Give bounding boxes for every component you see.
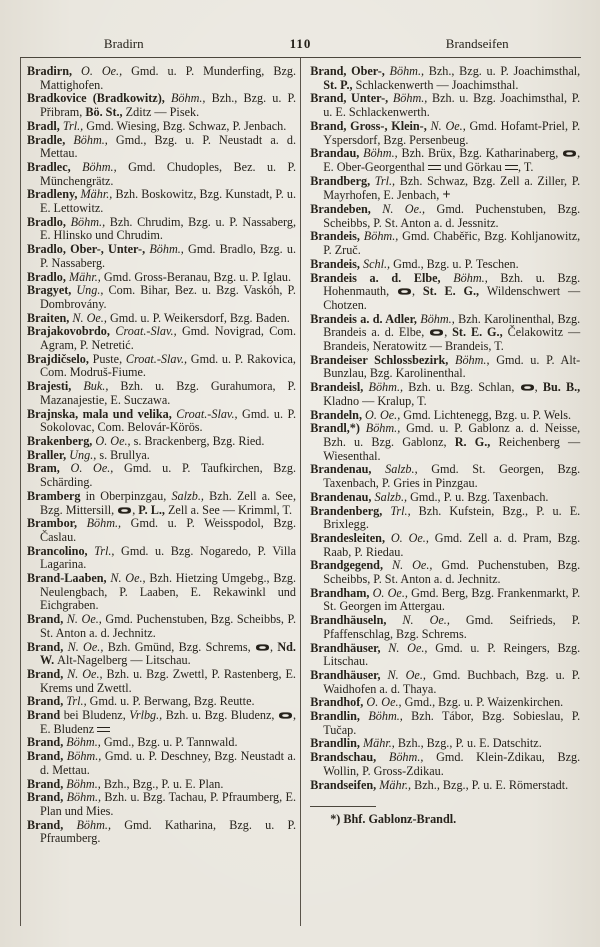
entry-detail-text: Gmd. u. P. Weisspodol, Bzg. Časlau. <box>40 516 297 544</box>
entry-headword: Brancolino, <box>27 543 95 558</box>
entry-detail-text: Bzh. Karolinenthal, Bzg. Brandeis a. d. Elbe, <box>323 311 581 340</box>
entry-headword: Bradleny, <box>27 187 81 202</box>
double-bar-icon <box>505 165 518 170</box>
gazetteer-entry <box>310 230 580 257</box>
entry-region-abbrev: O. Oe., <box>81 64 132 78</box>
entry-detail-text: Gmd., Bzg. u. P. Waizenkirchen. <box>404 695 564 710</box>
entry-region-abbrev: Ung., <box>76 283 109 298</box>
entry-headword: Brandau, <box>310 146 364 161</box>
entry-region-abbrev: Salzb., <box>171 488 210 503</box>
gazetteer-entry <box>310 120 580 147</box>
footnote-rule <box>310 806 376 807</box>
entry-headword: Bradle, <box>27 132 74 147</box>
entry-region-abbrev: N. Oe., <box>387 667 433 682</box>
entry-headword: P. L., <box>138 502 168 517</box>
gazetteer-entry <box>310 381 580 408</box>
entry-detail-text: Bzh. u. Bzg. Schlan, <box>408 380 520 395</box>
entry-detail-text: Com. Bihar, Bez. u. Bzg. Vaskóh, P. Dombrovány. <box>40 283 296 311</box>
entry-headword: Brandeiser Schlossbezirk, <box>310 352 455 367</box>
entry-detail-text: Gmd. Klein-Zdikau, Bzg. Wollin, P. Gross-Zdikau. <box>323 750 581 778</box>
entry-region-abbrev: Böhm., <box>170 91 212 106</box>
entry-region-abbrev: N. Oe., <box>110 571 150 586</box>
entry-region-abbrev: Böhm., <box>73 132 116 147</box>
entry-region-abbrev: Schl., <box>363 256 394 271</box>
gazetteer-entry <box>310 669 580 696</box>
entry-headword: Brandhäuser, <box>310 667 388 682</box>
entry-region-abbrev: Böhm., <box>365 421 407 436</box>
running-header <box>20 0 581 57</box>
entry-headword: Bradlo, <box>27 214 71 229</box>
post-horn-icon <box>117 503 132 517</box>
entry-headword: Brandham, <box>310 585 373 600</box>
gazetteer-entry <box>310 65 580 92</box>
entry-detail-text: Wildenschwert — Chotzen. <box>323 284 581 312</box>
gazetteer-entry <box>27 92 296 119</box>
entry-headword: Brambor, <box>27 516 87 531</box>
entry-region-abbrev: Mähr., <box>379 777 415 792</box>
entry-detail-text: , E. Ober-Georgenthal <box>323 146 581 174</box>
gazetteer-entry <box>27 435 296 449</box>
entry-headword: Braller, <box>27 447 70 462</box>
entry-headword: Bö. St., <box>85 105 126 120</box>
entry-region-abbrev: Böhm., <box>76 817 125 832</box>
gazetteer-entry <box>27 216 296 243</box>
entry-region-abbrev: Böhm., <box>66 749 105 764</box>
entry-region-abbrev: Böhm., <box>149 242 189 257</box>
entry-detail-text: und Görkau <box>440 159 505 174</box>
entry-detail-text: Bzh., Bzg. u. P. Joachimsthal, <box>428 64 581 78</box>
entry-region-abbrev: Böhm., <box>82 159 129 174</box>
entry-headword: Brandenau, <box>310 489 375 504</box>
entry-detail-text: Gmd. Novigrad, Com. Agram, P. Netretić. <box>40 324 297 353</box>
entry-region-abbrev: Böhm., <box>368 380 409 395</box>
entry-detail-text: s. Brullya. <box>99 447 150 462</box>
entry-detail-text: Gmd. Buchbach, Bzg. u. P. Waidhofen a. d. Thaya. <box>323 667 581 696</box>
post-horn-icon <box>429 325 444 339</box>
entry-headword: Brandhof, <box>310 695 367 710</box>
entry-region-abbrev: Böhm., <box>455 352 497 367</box>
entry-region-abbrev: Böhm., <box>392 91 432 106</box>
entry-detail-text: Puste, <box>92 351 126 366</box>
entry-region-abbrev: Buk., <box>83 379 121 394</box>
right-column-entries <box>310 65 580 792</box>
entry-detail-text: Gmd. Gross-Beranau, Bzg. u. P. Iglau. <box>103 269 292 284</box>
entry-detail-text: , E. Bludenz <box>40 708 296 736</box>
entry-region-abbrev: O. Oe., <box>365 407 404 422</box>
entry-headword: Brandhäuser, <box>310 640 389 655</box>
gazetteer-entry <box>310 463 580 490</box>
entry-region-abbrev: N. Oe., <box>391 558 442 573</box>
entry-detail-text: Bzh. Tábor, Bzg. Sobieslau, P. Tučap. <box>323 709 581 737</box>
post-horn-icon <box>562 146 577 160</box>
entry-headword: Bradl, <box>27 118 63 133</box>
entry-headword: Brandlin, <box>310 709 369 724</box>
gazetteer-entry <box>27 641 296 668</box>
gazetteer-entry <box>310 696 580 710</box>
entry-detail-text: , T. <box>517 159 534 174</box>
entry-detail-text: Bzh. u. Bzg. Hohenmauth, <box>323 270 581 299</box>
entry-detail-text: Bzh., Bzg., P. u. E. Römerstadt. <box>414 777 569 792</box>
entry-headword: Braiten, <box>27 310 73 325</box>
entry-detail-text: Gmd. Chaběřic, Bzg. Kohljanowitz, P. Zruč. <box>323 229 581 258</box>
entry-region-abbrev: Trl., <box>94 543 122 558</box>
entry-detail-text: Gmd. Seifrieds, P. Pfaffenschlag, Bzg. Schrems. <box>323 613 581 641</box>
gazetteer-entry <box>310 559 580 586</box>
entry-region-abbrev: N. Oe., <box>402 613 466 628</box>
double-bar-icon <box>97 727 110 732</box>
entry-detail-text: Gmd. Berg, Bzg. Frankenmarkt, P. St. Georgen im Attergau. <box>323 585 581 614</box>
entry-region-abbrev: Trl., <box>62 118 87 133</box>
gazetteer-entry <box>27 668 296 695</box>
post-horn-icon <box>520 380 535 394</box>
entry-headword: Brandgegend, <box>310 558 392 573</box>
entry-detail-text: Gmd. Wiesing, Bzg. Schwaz, P. Jenbach. <box>86 118 287 133</box>
entry-detail-text: Gmd. St. Georgen, Bzg. Taxenbach, P. Gries in Pinzgau. <box>323 462 581 491</box>
gazetteer-entry <box>310 92 580 119</box>
post-horn-icon <box>255 640 270 654</box>
entry-detail-text: Gmd. Zell a. d. Pram, Bzg. Raab, P. Riedau. <box>323 530 581 559</box>
gazetteer-entry <box>310 258 580 272</box>
entry-headword: Brand, <box>27 749 67 764</box>
entry-headword: Nd. W. <box>40 639 296 668</box>
entry-region-abbrev: Böhm., <box>389 64 429 78</box>
entry-region-abbrev: Böhm., <box>363 146 402 161</box>
entry-headword: Brajdičselo, <box>27 351 93 366</box>
entry-detail-text: Gmd. Puchenstuben, Bzg. Scheibbs, P. St. Anton a. d. Jechnitz. <box>323 558 581 587</box>
entry-headword: Bragyet, <box>27 283 77 298</box>
gazetteer-entry <box>27 545 296 572</box>
gazetteer-entry <box>27 750 296 777</box>
gazetteer-entry <box>310 779 580 793</box>
entry-detail-text: Bzh. Gmünd, Bzg. Schrems, <box>107 639 255 654</box>
entry-headword: Brand-Laaben, <box>27 571 111 586</box>
gazetteer-entry <box>310 614 580 641</box>
entry-headword: Brakenberg, <box>27 433 96 448</box>
cross-icon: + <box>442 187 451 204</box>
entry-region-abbrev: Croat.-Slav., <box>125 351 191 366</box>
gazetteer-entry <box>310 751 580 778</box>
gazetteer-entry <box>27 243 296 270</box>
entry-detail-text: Bzh. Schwaz, Bzg. Zell a. Ziller, P. Mayrhofen, E. Jenbach, <box>323 173 581 203</box>
entry-detail-text: bei Bludenz, <box>63 708 130 723</box>
gazetteer-entry <box>27 709 296 736</box>
entry-headword: Brandeln, <box>310 407 366 422</box>
gazetteer-entry <box>310 422 580 463</box>
entry-headword: Brandseifen, <box>310 777 380 792</box>
entry-detail-text: Gmd., Bzg. u. P. Tannwald. <box>103 735 238 750</box>
entry-region-abbrev: Böhm., <box>453 270 501 285</box>
gazetteer-entry <box>27 449 296 463</box>
entry-detail-text: Bzh. Hietzing Umgebg., Bzg. Neulengbach, P. Laaben, E. Rekawinkl und Eichgraben. <box>40 571 297 613</box>
entry-detail-text: Bzh. Chrudim, Bzg. u. P. Nassaberg, E. Hlinsko und Chrudim. <box>40 214 296 243</box>
entry-region-abbrev: O. Oe., <box>372 585 412 600</box>
entry-region-abbrev: N. Oe., <box>66 612 106 627</box>
post-horn-icon <box>278 708 293 722</box>
entry-headword: Bradlo, <box>27 269 69 284</box>
double-bar-icon <box>428 165 441 170</box>
two-column-body <box>20 58 581 926</box>
entry-region-abbrev: Ung., <box>69 447 100 462</box>
gazetteer-entry <box>27 284 296 311</box>
entry-region-abbrev: Trl., <box>66 694 90 709</box>
entry-detail-text: Bzh. Kufstein, Bzg., P. u. E. Brixlegg. <box>323 503 581 532</box>
gazetteer-entry <box>310 491 580 505</box>
gazetteer-entry <box>27 778 296 792</box>
right-column <box>301 58 580 926</box>
entry-headword: Brand <box>27 708 64 723</box>
entry-headword: Brandeis, <box>310 229 364 244</box>
entry-detail-text: Bzh., Bzg., P. u. E. Plan. <box>103 776 224 791</box>
entry-region-abbrev: Salzb., <box>385 462 432 477</box>
entry-headword: Brandenberg, <box>310 503 391 518</box>
entry-region-abbrev: N. Oe., <box>388 640 436 655</box>
entry-region-abbrev: Böhm., <box>66 776 104 791</box>
gazetteer-entry <box>27 271 296 285</box>
entry-headword: R. G., <box>454 434 499 449</box>
entry-headword: St. E. G., <box>422 284 487 299</box>
entry-headword: Brandberg, <box>310 173 375 188</box>
gazetteer-entry <box>27 161 296 188</box>
entry-detail-text: Gmd. u. P. Reingers, Bzg. Litschau. <box>323 640 581 669</box>
entry-region-abbrev: Vrlbg., <box>129 708 166 723</box>
entry-detail-text: , <box>534 380 543 395</box>
entry-region-abbrev: Böhm., <box>368 709 412 724</box>
gazetteer-entry <box>27 380 296 407</box>
gazetteer-entry <box>27 312 296 326</box>
entry-region-abbrev: Böhm., <box>66 735 104 750</box>
entry-region-abbrev: O. Oe., <box>70 461 125 476</box>
entry-detail-text: Gmd., Bzg. u. P. Teschen. <box>393 256 519 271</box>
entry-headword: Brandeben, <box>310 202 383 217</box>
entry-detail-text: s. Brackenberg, Bzg. Ried. <box>133 433 265 448</box>
gazetteer-entry <box>27 353 296 380</box>
gazetteer-entry <box>27 120 296 134</box>
entry-detail-text: Gmd. u. P. Berwang, Bzg. Reutte. <box>89 694 255 709</box>
entry-detail-text: Gmd., P. u. Bzg. Taxenbach. <box>410 489 549 504</box>
entry-detail-text: Gmd. u. P. Sokolovac, Com. Belovár-Körös. <box>40 406 296 435</box>
entry-headword: Bramberg <box>27 488 86 503</box>
entry-detail-text: Zditz — Pisek. <box>125 105 200 120</box>
entry-region-abbrev: Böhm., <box>70 214 110 229</box>
gazetteer-entry <box>310 737 580 751</box>
entry-detail-text: Bzh. u. Bzg. Bludenz, <box>165 708 278 723</box>
entry-headword: Brand, Unter-, <box>310 91 393 106</box>
entry-detail-text: Kladno — Kralup, T. <box>323 393 427 408</box>
entry-headword: Brandschau, <box>310 750 389 765</box>
gazetteer-entry <box>310 354 580 381</box>
post-horn-icon <box>397 284 412 298</box>
entry-detail-text: Gmd. u. P. Alt-Bunzlau, Bzg. Karolinenthal. <box>323 352 581 381</box>
gazetteer-entry <box>310 710 580 737</box>
entry-detail-text: Gmd. u. P. Munderfing, Bzg. Mattighofen. <box>40 64 297 92</box>
entry-detail-text: Gmd. Katharina, Bzg. u. P. Pfraumberg. <box>40 817 296 846</box>
header-left-keyword: Bradirn <box>103 36 144 51</box>
entry-headword: Bradirn, <box>27 64 82 78</box>
entry-headword: St. P., <box>323 77 356 92</box>
entry-detail-text: Bzh. u. Bzg. Zwettl, P. Rastenberg, E. Krems und Zwettl. <box>40 666 296 695</box>
entry-region-abbrev: Croat.-Slav., <box>115 324 182 339</box>
entry-headword: Brand, Gross-, Klein-, <box>310 118 431 133</box>
entry-headword: Brajakovobrdo, <box>27 324 116 339</box>
entry-region-abbrev: O. Oe., <box>366 695 405 710</box>
entry-headword: Bram, <box>27 461 71 476</box>
gazetteer-entry <box>310 175 580 203</box>
entry-headword: Brandl,*) <box>310 421 366 436</box>
gazetteer-entry <box>310 272 580 313</box>
entry-headword: Brajesti, <box>27 379 84 394</box>
gazetteer-entry <box>27 462 296 489</box>
entry-detail-text: , <box>412 284 423 299</box>
gazetteer-entry <box>310 587 580 614</box>
gazetteer-entry <box>310 642 580 669</box>
entry-detail-text: Bzh. u. Bzg. Tachau, P. Pfraumberg, E. Plan und Mies. <box>40 790 296 818</box>
gazetteer-entry <box>27 819 296 846</box>
entry-headword: Brandenau, <box>310 462 386 477</box>
entry-region-abbrev: Böhm., <box>86 516 131 531</box>
entry-detail-text: Gmd. Hofamt-Priel, P. Yspersdorf, Bzg. Persenbeug. <box>323 118 581 147</box>
gazetteer-entry <box>310 313 580 354</box>
entry-headword: Brand, <box>27 612 67 627</box>
entry-detail-text: , <box>444 325 453 340</box>
gazetteer-entry <box>27 325 296 352</box>
entry-detail-text: Gmd. u. P. Deschney, Bzg. Neustadt a. d. Mettau. <box>40 749 296 777</box>
entry-detail-text: Gmd. Puchenstuben, Bzg. Scheibbs, P. St. Anton a. d. Jessnitz. <box>323 202 581 230</box>
gazetteer-entry <box>27 490 296 517</box>
entry-headword: Brand, <box>27 639 68 654</box>
entry-detail-text: Gmd. Puchenstuben, Bzg. Scheibbs, P. St. Anton a. d. Jechnitz. <box>40 612 296 640</box>
entry-detail-text: Gmd. Lichtenegg, Bzg. u. P. Wels. <box>403 407 572 422</box>
entry-detail-text: Gmd. u. P. Weikersdorf, Bzg. Baden. <box>109 310 290 325</box>
gazetteer-entry <box>310 409 580 423</box>
entry-headword: Brandeisl, <box>310 380 369 395</box>
footnote <box>310 813 580 827</box>
entry-detail-text: Bzh. u. Bzg. Gurahumora, P. Mazanajestie, E. Suczawa. <box>40 379 296 407</box>
entry-detail-text: Gmd. Bradlo, Bzg. u. P. Nassaberg. <box>40 242 296 270</box>
entry-region-abbrev: Croat.-Slav., <box>176 406 243 421</box>
entry-headword: Brand, <box>27 735 67 750</box>
entry-region-abbrev: N. Oe., <box>67 666 107 681</box>
entry-headword: Bu. B., <box>542 380 581 395</box>
gazetteer-entry <box>310 505 580 532</box>
entry-region-abbrev: N. Oe., <box>67 639 108 654</box>
entry-detail-text: Bzh. u. Bzg. Joachimsthal, P. u. E. Schlackenwerth. <box>323 91 581 120</box>
entry-region-abbrev: Böhm., <box>388 750 437 765</box>
entry-headword: Brand, <box>27 666 68 681</box>
entry-region-abbrev: Mähr., <box>80 187 116 202</box>
entry-region-abbrev: Böhm., <box>420 311 459 326</box>
entry-region-abbrev: O. Oe., <box>95 433 134 448</box>
entry-headword: Brandeis a. d. Adler, <box>310 311 421 326</box>
entry-detail-text: , <box>132 502 139 517</box>
entry-detail-text: Gmd., Bzg. u. P. Neustadt a. d. Mettau. <box>40 132 296 161</box>
entry-headword: Brand, <box>27 776 67 791</box>
footnote-text: Bhf. Gablonz-Brandl. <box>343 812 457 827</box>
entry-headword: Brandeis a. d. Elbe, <box>310 270 454 285</box>
gazetteer-entry <box>310 532 580 559</box>
entry-headword: Bradkovice (Bradkowitz), <box>27 91 171 106</box>
entry-region-abbrev: O. Oe., <box>390 530 435 545</box>
entry-detail-text: Bzh., Bzg., P. u. E. Datschitz. <box>397 736 542 751</box>
left-column <box>21 58 300 926</box>
gazetteer-entry <box>27 736 296 750</box>
entry-detail-text: in Oberpinzgau, <box>85 488 172 503</box>
entry-region-abbrev: N. Oe., <box>430 118 470 133</box>
entry-region-abbrev: N. Oe., <box>382 202 437 217</box>
page-number: 110 <box>289 36 312 51</box>
entry-headword: Brand, <box>27 694 67 709</box>
entry-region-abbrev: Böhm., <box>363 229 403 244</box>
entry-region-abbrev: Mähr., <box>68 269 104 284</box>
entry-headword: Brand, Ober-, <box>310 64 390 78</box>
entry-headword: Brand, <box>27 790 67 805</box>
entry-region-abbrev: Mähr., <box>363 736 398 751</box>
entry-headword: Brandlin, <box>310 736 364 751</box>
entry-detail-text: Gmd. Chudoples, Bez. u. P. Münchengrätz. <box>40 159 296 188</box>
footnote-marker: *) <box>330 812 341 827</box>
entry-detail-text: Čelakowitz — Brandeis, Neratowitz — Brandeis, T. <box>323 325 581 354</box>
entry-headword: St. E. G., <box>452 325 508 340</box>
entry-detail-text: Zell a. See — Krimml, T. <box>167 502 293 517</box>
gazetteer-entry <box>27 65 296 92</box>
entry-detail-text: Schlackenwerth — Joachimsthal. <box>355 77 519 92</box>
entry-headword: Bradlo, Ober-, Unter-, <box>27 242 150 257</box>
gazetteer-entry <box>27 695 296 709</box>
gazetteer-entry <box>27 188 296 215</box>
entry-region-abbrev: Trl., <box>374 173 400 188</box>
entry-region-abbrev: Trl., <box>390 503 419 518</box>
entry-headword: Bradlec, <box>27 159 83 174</box>
entry-detail-text: Bzh. Zell a. See, Bzg. Mittersill, <box>40 488 296 517</box>
entry-detail-text: Gmd. u. Bzg. Nogaredo, P. Villa Lagarina. <box>40 543 296 572</box>
entry-detail-text: Bzh. Boskowitz, Bzg. Kunstadt, P. u. E. Lettowitz. <box>40 187 297 216</box>
gazetteer-entry <box>27 408 296 435</box>
entry-detail-text: Bzh. Brüx, Bzg. Katharinaberg, <box>401 146 563 161</box>
entry-detail-text: , <box>269 639 278 654</box>
entry-detail-text: Gmd. u. P. Taufkirchen, Bzg. Schärding. <box>40 461 296 490</box>
gazetteer-entry <box>27 613 296 640</box>
entry-region-abbrev: Salzb., <box>374 489 411 504</box>
entry-detail-text: Gmd. u. P. Gablonz a. d. Neisse, Bzh. u. Bzg. Gablonz, <box>323 421 581 449</box>
gazetteer-entry <box>27 791 296 818</box>
entry-detail-text: Reichenberg — Wiesenthal. <box>323 434 581 463</box>
entry-headword: Brandhäuseln, <box>310 613 403 628</box>
entry-headword: Brandeis, <box>310 256 364 271</box>
gazetteer-entry <box>310 203 580 230</box>
entry-region-abbrev: N. Oe., <box>72 310 110 325</box>
header-right-keyword: Brandseifen <box>445 36 509 51</box>
entry-region-abbrev: Böhm., <box>66 790 105 805</box>
entry-headword: Brand, <box>27 817 77 832</box>
gazetteer-entry <box>310 147 580 174</box>
entry-headword: Brajnska, mala und velika, <box>27 406 177 421</box>
gazetteer-entry <box>27 517 296 544</box>
entry-detail-text: Bzh., Bzg. u. P. Přibram, <box>40 91 296 120</box>
gazetteer-entry <box>27 572 296 613</box>
entry-detail-text: Alt-Nagelberg — Litschau. <box>57 653 191 668</box>
entry-detail-text: Gmd. u. P. Rakovica, Com. Modruš-Fiume. <box>40 351 296 380</box>
gazetteer-entry <box>27 134 296 161</box>
entry-headword: Brandesleiten, <box>310 530 391 545</box>
